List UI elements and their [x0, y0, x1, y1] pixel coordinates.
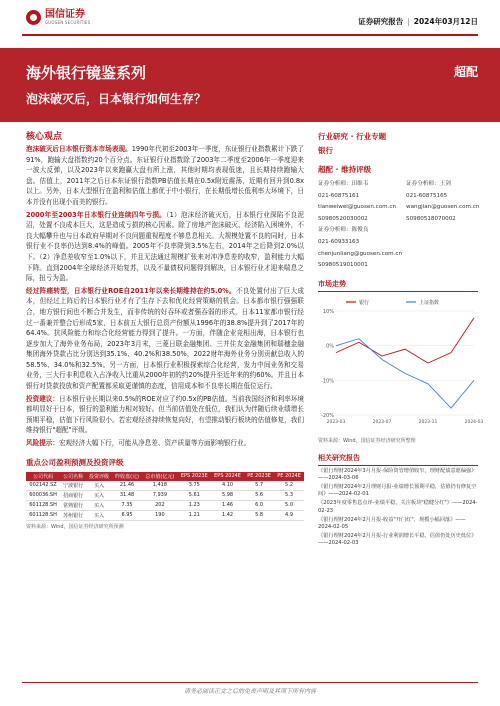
table-header: 公司名称 [60, 472, 86, 481]
legend-label: 银行 [359, 299, 370, 306]
report-title: 泡沫破灭后，日本银行如何生存？ [26, 92, 207, 106]
y-tick-label: 10% [322, 308, 334, 315]
y-tick-label: -10% [321, 378, 334, 385]
analyst-info: 021-60933163 [318, 238, 360, 245]
report-link[interactable]: 《2023年度零售息点评-业绩平稳，关注板块"稳健分红"》——2024-02-23 [318, 500, 478, 514]
series-line-0 [336, 318, 474, 363]
x-tick-label: 2023-03 [326, 419, 346, 425]
rating-tag: 超配 [453, 65, 478, 79]
table-header: 总市值(亿元) [142, 472, 178, 481]
analyst-info: 021-60875165 [406, 192, 448, 199]
report-link[interactable]: 《银行理财2024年3月月报-保险资管增值收窄，理财配债意愿偏强》——2024-03-06 [318, 467, 477, 482]
report-link[interactable]: 《银行理财2024年2月月报-行业利润增长平稳，估值仍处历史低位》——2024-02-03 [318, 533, 477, 547]
paragraph-4: 投资建议：日本银行业长期以来0.5%的ROE对应了约0.5x的PB估值。当前我国经济和利率环境都明显好于日本，银行的盈利能力相对较好。但当前估值处在低位，我们认为伴随后续业绩增长预期平稳，估值下行风险很小。若宏观经济持续恢复向好，有望推动银行板块的估值修复，我们维持银行"超配"评级。 [26, 394, 305, 435]
analyst-info: 021-60875161 [318, 192, 360, 199]
section-title: 核心观点 [26, 132, 63, 142]
analyst-info [406, 251, 479, 259]
x-tick-label: 2023-07 [372, 419, 392, 425]
industry-name: 银行 [318, 146, 333, 155]
x-tick-label: 2024-03 [464, 419, 484, 425]
chart-title: 市场走势 [318, 279, 478, 292]
page-header [0, 0, 500, 40]
analyst-info: 证券分析师：陈俊良 [318, 227, 369, 234]
table-row: 002142.SZ 宁波银行 买入 21.46 1,418 3.75 4.10 5.7 5.2 [26, 481, 304, 491]
main-column [26, 126, 304, 530]
forecast-table [26, 472, 304, 521]
table-source: 资料来源：Wind，国信证券经济研究所预测 [26, 523, 124, 530]
company-logo [26, 9, 90, 25]
analyst-info [406, 227, 479, 235]
x-tick-label: 2023-11 [418, 419, 438, 425]
footer-disclaimer: 请务必阅读正文之后的免责声明及其项下所有内容 [183, 688, 316, 695]
industry-rating: 超配 · 维持评级 [318, 165, 372, 174]
table-row: 600036.SH 招商银行 买入 31.48 7,939 5.61 5.98 5.6 5.3 [26, 490, 304, 500]
table-header: PE 2023E [244, 472, 274, 481]
table-header: EPS 2023E [178, 472, 211, 481]
logo-icon [26, 10, 41, 25]
y-tick-label: 0% [326, 343, 334, 350]
report-date: 2024年03月12日 [413, 17, 478, 26]
analyst-info [406, 239, 479, 247]
analyst-info: chenjunliang@guosen.com.cn [318, 250, 403, 257]
table-header: 公司代码 [26, 472, 60, 481]
table-header: EPS 2024E [211, 472, 244, 481]
forecast-table-section [26, 457, 304, 530]
table-header: 投资评级 [86, 472, 112, 481]
analyst-info: tianweiwei@guosen.com.cn [318, 204, 396, 211]
analyst-list [318, 181, 478, 270]
analyst-info: 证券分析师：田维韦 [318, 181, 369, 187]
analyst-info: S0980520030002 [318, 215, 368, 222]
report-meta: 证券研究报告 | 2024年03月12日 [358, 17, 478, 26]
paragraph-1: 泡沫破灭后日本银行资本市场表现。1990年代初至2003年一季度，东证银行业指数累计下跌了91%，跑输大盘指数约20个百分点。东证银行业指数除了2003年二季度至2006年一季度迎来一波大反弹，以及2023年以来跑赢大盘有所上涨，其他时期均表现低迷，且长期持续跑输大盘。估值上，2011年之后日本东证银行指数PB估值长期在0.5x附近震荡，近期有回升到0.8x以上。另外，日本大型银行在盈利和估值上都优于中小银行，在长期低增长低利率大环境下，日本并没有出现小而美的银行。 [26, 145, 305, 206]
table-header: PE 2024E [274, 472, 304, 481]
analyst-info: 证券分析师：王剑 [406, 181, 451, 187]
title-banner [0, 48, 500, 122]
report-category: 行业研究 · 行业专题 [318, 132, 387, 141]
report-link[interactable]: 《银行理财2024年2月月报-收益"开门红"，规模小幅回落》——2024-02-05 [318, 516, 466, 531]
paragraph-2: 2000年至2003年日本银行业连续四年亏损。（1）泡沫经济破灭后，日本银行业深陷不良泥沼，处置不良成本巨大，这是造成亏损的核心因素。除了房地产泡沫破灭、经济陷入困境外，不良大幅攀升也与日本政府早期对不良问题重视程度不够息息相关。大规模处置不良的同时，日本银行业不良率仍达到8.4%的峰值。2005年不良率降到3.5%左右，2014年之后降到2.0%以下。（2）净息差收窄至1.0%以下，并且无法通过规模扩张来对冲净息差的收窄，盈利能力大幅下降。直到2004年全球经济开始复苏，以及不量债权问题得到解决，日本银行业才迎来喘息之际，扭亏为盈。 [26, 210, 304, 283]
related-reports [318, 468, 478, 548]
market-trend-svg [318, 295, 484, 435]
table-row: 601128.SH 苏州银行 买入 6.95 190 1.21 1.42 5.8 4.9 [26, 510, 304, 520]
logo-name-cn: 国信证券 [45, 9, 85, 20]
analyst-info: S0980519010001 [318, 262, 368, 269]
table-row: 601128.SH 常熟银行 买入 7.35 202 1.23 1.46 6.0 5.0 [26, 500, 304, 510]
header-divider [22, 34, 478, 36]
analyst-info [406, 262, 479, 270]
table-title: 重点公司盈利预测及投资评级 [26, 457, 124, 467]
footer-divider [22, 682, 478, 683]
sidebar [318, 126, 484, 548]
table-header: 昨收盘(元) [112, 472, 142, 481]
analyst-info: S0980518070002 [406, 215, 456, 222]
chart-source: 资料来源：Wind，国信证券经济研究所整理 [318, 437, 416, 444]
report-type: 证券研究报告 [358, 17, 404, 26]
analyst-info: wangjian@guosen.com.cn [406, 204, 480, 211]
y-tick-label: -20% [321, 412, 334, 419]
market-trend-chart [318, 295, 484, 435]
legend-label: 上证指数 [419, 299, 440, 306]
logo-name-en: GUOSEN SECURITIES [45, 20, 91, 25]
paragraph-5: 风险提示：宏观经济大幅下行，可能从净息差、资产质量等方面影响银行业。 [26, 439, 251, 448]
series-title: 海外银行镜鉴系列 [26, 64, 147, 82]
reports-title: 相关研究报告 [318, 453, 478, 466]
report-link[interactable]: 《银行理财2024年2月理财月报-业绩增长预期平稳，估值仍有修复空间》——2024-02-01 [318, 484, 477, 498]
paragraph-3: 经过阵痛转型，日本银行业ROE自2011年以来长期维持在约5.0%。不良处置付出了巨大成本，但经过上阵后的日本银行业才有了生存下去和优化经营策略的机会。日本都市银行强强联合，地方银行间也不断合并发生，而非传统的好吞环或者强吞弱的形式，日本11家都市银行经过一番兼并整合后形成5家，日本前五大银行总资产份额从1996年的38.8%提升到了2017年的64.4%。抗风险能力和综合化经营能力得到了提升。一方面，伴随企业竞相出海，日本银行也逐步加大了海外业务布局，2023年3月末，三菱日联金融集团、三井住友金融集团和瑞穗金融集团海外贷款占比分别达到35.1%、40.2%和38.50%，2022财年海外业务分别贡献总收入的58.5%、34.0%和32.5%。另一方面，日本银行业积极探索综合化经营，发力中间业务和交易业务，三大行非利息收入占净收入比重从2000年初的约20%提升至近年来的约60%。并且日本银行对贷款投放和资产配置都采取更谨慎的态度，信用成本和不良率长期在低位运行。 [26, 286, 305, 391]
